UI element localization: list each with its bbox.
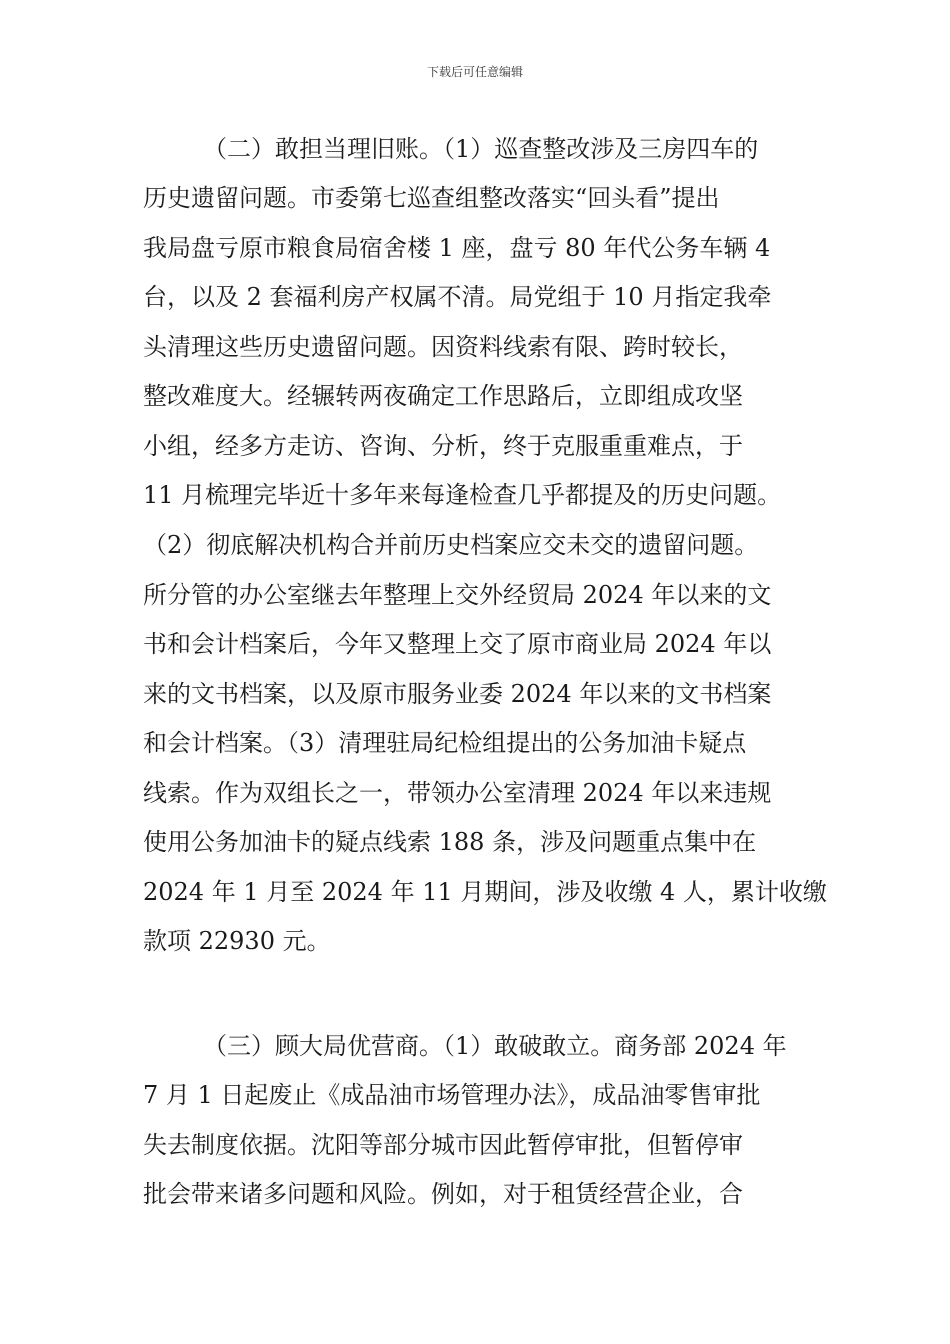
paragraph-1-line-5: 头清理这些历史遗留问题。因资料线索有限、跨时较长， <box>143 333 743 361</box>
paragraph-1-line-17: 款项 22930 元。 <box>143 927 331 955</box>
paragraph-1-line-1: （二）敢担当理旧账。（1）巡查整改涉及三房四车的 <box>203 135 759 163</box>
paragraph-2-line-2: 7 月 1 日起废止《成品油市场管理办法》，成品油零售审批 <box>143 1081 761 1109</box>
paragraph-1-line-3: 我局盘亏原市粮食局宿舍楼 1 座，盘亏 80 年代公务车辆 4 <box>143 234 771 262</box>
paragraph-1-line-9: （2）彻底解决机构合并前历史档案应交未交的遗留问题。 <box>143 531 759 559</box>
paragraph-1-line-7: 小组，经多方走访、咨询、分析，终于克服重重难点，于 <box>143 432 743 460</box>
paragraph-1-line-13: 和会计档案。（3）清理驻局纪检组提出的公务加油卡疑点 <box>143 729 747 757</box>
paragraph-1-line-6: 整改难度大。经辗转两夜确定工作思路后，立即组成攻坚 <box>143 382 743 410</box>
paragraph-2-line-4: 批会带来诸多问题和风险。例如，对于租赁经营企业，合 <box>143 1180 743 1208</box>
paragraph-2-line-3: 失去制度依据。沈阳等部分城市因此暂停审批，但暂停审 <box>143 1131 743 1159</box>
paragraph-1-line-16: 2024 年 1 月至 2024 年 11 月期间，涉及收缴 4 人，累计收缴 <box>143 878 827 906</box>
paragraph-1-line-12: 来的文书档案，以及原市服务业委 2024 年以来的文书档案 <box>143 680 772 708</box>
paragraph-2-line-1: （三）顾大局优营商。（1）敢破敢立。商务部 2024 年 <box>203 1032 787 1060</box>
paragraph-1-line-8: 11 月梳理完毕近十多年来每逢检查几乎都提及的历史问题。 <box>143 481 782 509</box>
paragraph-1-line-2: 历史遗留问题。市委第七巡查组整改落实“回头看”提出 <box>143 184 720 212</box>
paragraph-1-line-14: 线索。作为双组长之一，带领办公室清理 2024 年以来违规 <box>143 779 772 807</box>
paragraph-1-line-15: 使用公务加油卡的疑点线索 188 条，涉及问题重点集中在 <box>143 828 757 856</box>
paragraph-1-line-11: 书和会计档案后，今年又整理上交了原市商业局 2024 年以 <box>143 630 772 658</box>
page-header: 下载后可任意编辑 <box>426 65 523 79</box>
paragraph-1-line-4: 台，以及 2 套福利房产权属不清。局党组于 10 月指定我牵 <box>143 283 772 311</box>
paragraph-1-line-10: 所分管的办公室继去年整理上交外经贸局 2024 年以来的文 <box>143 581 772 609</box>
